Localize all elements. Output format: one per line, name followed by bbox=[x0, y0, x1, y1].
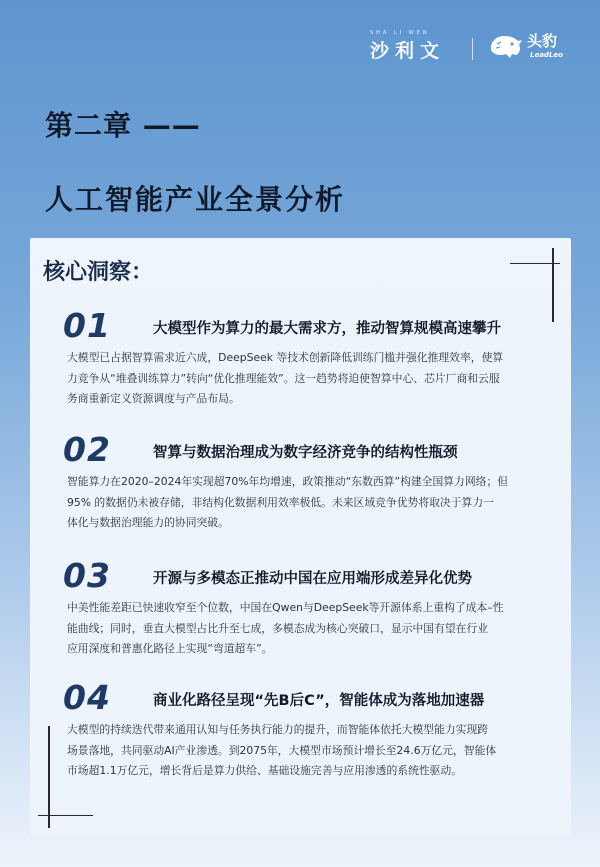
item-body-line: 95% 的数据仍未被存储，非结构化数据利用效率极低。未来区域竞争优势将取决于算力一 bbox=[67, 495, 494, 509]
item-body-line: 中美性能差距已快速收窄至个位数，中国在Qwen与DeepSeek等开源体系上重构了成本–性 bbox=[67, 601, 504, 614]
logo-divider bbox=[472, 38, 473, 60]
brand-small-text: SHA LI WEN bbox=[370, 30, 430, 36]
item-heading: 智算与数据治理成为数字经济竞争的结构性瓶颈 bbox=[153, 445, 458, 461]
item-body-line: 体化与数据治理能力的协同突破。 bbox=[67, 516, 229, 529]
brand-partner-en: LeadLeo bbox=[530, 51, 563, 59]
decor-line bbox=[552, 248, 554, 322]
item-body-line: 大模型已占据智算需求近六成，DeepSeek 等技术创新降低训练门槛并强化推理效率，使算 bbox=[67, 351, 504, 364]
item-number: 03 bbox=[63, 556, 111, 595]
item-heading: 商业化路径呈现“先B后C”，智能体成为落地加速器 bbox=[153, 693, 485, 709]
item-body-line: 力竞争从“堆叠训练算力”转向“优化推理能效”。这一趋势将迫使智算中心、芯片厂商和云服 bbox=[67, 371, 500, 385]
brand-name-cn: 沙利文 bbox=[370, 40, 446, 62]
item-body-line: 场景落地，共同驱动AI产业渗透。到2075年，大模型市场预计增长至24.6万亿元，智能体 bbox=[67, 743, 497, 757]
item-number: 04 bbox=[63, 678, 111, 717]
page-title: 人工智能产业全景分析 bbox=[45, 183, 346, 216]
item-number: 02 bbox=[63, 430, 111, 469]
decor-line bbox=[510, 263, 560, 264]
item-number: 01 bbox=[63, 306, 111, 345]
item-body-line: 大模型的持续迭代带来通用认知与任务执行能力的提升，而智能体依托大模型能力实现跨 bbox=[67, 723, 489, 736]
brand-partner-cn: 头豹 bbox=[527, 32, 558, 50]
insight-heading: 核心洞察： bbox=[43, 260, 154, 285]
item-body-line: 应用深度和普惠化路径上实现“弯道超车”。 bbox=[67, 642, 273, 655]
item-body-line: 务商重新定义资源调度与产品布局。 bbox=[67, 392, 240, 405]
item-body-line: 市场超1.1万亿元，增长背后是算力供给、基础设施完善与应用渗透的系统性驱动。 bbox=[67, 764, 463, 777]
item-body bbox=[67, 348, 537, 410]
leopard-logo-icon bbox=[488, 32, 524, 62]
item-body bbox=[67, 720, 537, 782]
decor-line bbox=[38, 815, 93, 816]
item-heading: 开源与多模态正推动中国在应用端形成差异化优势 bbox=[153, 571, 472, 587]
item-heading: 大模型作为算力的最大需求方，推动智算规模高速攀升 bbox=[153, 321, 501, 337]
item-body bbox=[67, 472, 537, 534]
brand-logos bbox=[360, 26, 575, 70]
item-body-line: 能曲线；同时，垂直大模型占比升至七成，多模态成为核心突破口，显示中国有望在行业 bbox=[67, 621, 489, 635]
insight-card bbox=[30, 238, 571, 836]
item-body bbox=[67, 598, 537, 660]
chapter-label: 第二章 —— bbox=[45, 109, 201, 142]
item-body-line: 智能算力在2020–2024年实现超70%年均增速，政策推动“东数西算”构建全国算力网络；但 bbox=[67, 475, 509, 488]
decor-line bbox=[48, 726, 50, 828]
